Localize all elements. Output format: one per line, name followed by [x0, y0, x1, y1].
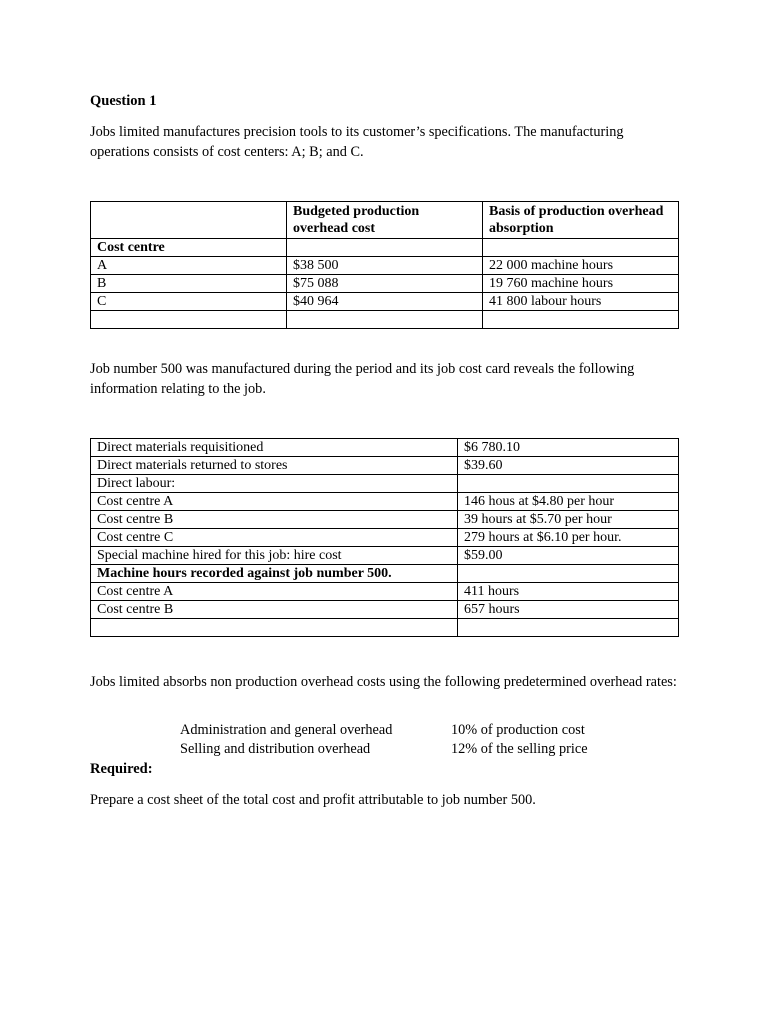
- table-cell: [91, 619, 458, 637]
- table-cell: Cost centre B: [91, 601, 458, 619]
- table-row: [91, 511, 679, 529]
- table-cell: [458, 619, 679, 637]
- rate-value: 12% of the selling price: [451, 741, 588, 757]
- table-cell: 411 hours: [458, 583, 679, 601]
- table-cell: Cost centre B: [91, 511, 458, 529]
- rate-row: [180, 721, 620, 740]
- table-cell: 41 800 labour hours: [483, 293, 679, 311]
- table-cell: $59.00: [458, 547, 679, 565]
- table-row: [91, 583, 679, 601]
- table-cell: $38 500: [287, 257, 483, 275]
- table-row: [91, 257, 679, 275]
- table-row: [91, 293, 679, 311]
- table-cell: Machine hours recorded against job number 500.: [91, 565, 458, 583]
- table-cell: [458, 475, 679, 493]
- required-text: Prepare a cost sheet of the total cost and profit attributable to job number 500.: [90, 792, 536, 808]
- table-cell: Special machine hired for this job: hire cost: [91, 547, 458, 565]
- table-cell: Cost centre C: [91, 529, 458, 547]
- table-cell: [91, 311, 287, 329]
- required-label: Required:: [90, 761, 153, 777]
- table-header-cell: Budgeted production overhead cost: [287, 202, 483, 239]
- table-cell: C: [91, 293, 287, 311]
- table-cell: $40 964: [287, 293, 483, 311]
- table-cell: Direct labour:: [91, 475, 458, 493]
- table-row: [91, 601, 679, 619]
- rate-label: Administration and general overhead: [180, 722, 393, 738]
- table-row: [91, 493, 679, 511]
- table-header-cell: [91, 202, 287, 239]
- table-cell: 279 hours at $6.10 per hour.: [458, 529, 679, 547]
- job-intro: Job number 500 was manufactured during the period and its job cost card reveals the following information relating to the job.: [90, 361, 635, 397]
- table-cell: [287, 239, 483, 257]
- table-cell: 22 000 machine hours: [483, 257, 679, 275]
- table-cell: [458, 565, 679, 583]
- question-title: Question 1: [90, 93, 157, 109]
- table-cell: 39 hours at $5.70 per hour: [458, 511, 679, 529]
- table-row: [91, 439, 679, 457]
- cost-centre-table: [90, 201, 679, 329]
- table-row: [91, 547, 679, 565]
- table-cell: Cost centre A: [91, 493, 458, 511]
- rate-row: [180, 740, 620, 759]
- job-cost-card-table: [90, 438, 679, 637]
- rate-value: 10% of production cost: [451, 722, 585, 738]
- table-cell: B: [91, 275, 287, 293]
- overhead-intro: Jobs limited absorbs non production overhead costs using the following predetermined overhead rates:: [90, 674, 677, 690]
- table-cell: [483, 311, 679, 329]
- table-cell: [483, 239, 679, 257]
- table-row: [91, 565, 679, 583]
- table-row: [91, 311, 679, 329]
- overhead-rates: [180, 721, 620, 759]
- cost-centre-label: Cost centre: [91, 239, 287, 257]
- table-row: [91, 239, 679, 257]
- table-cell: $6 780.10: [458, 439, 679, 457]
- table-cell: 19 760 machine hours: [483, 275, 679, 293]
- table-cell: $75 088: [287, 275, 483, 293]
- table-cell: 657 hours: [458, 601, 679, 619]
- table-cell: [287, 311, 483, 329]
- table-row: [91, 457, 679, 475]
- table-header-row: [91, 202, 679, 239]
- rate-label: Selling and distribution overhead: [180, 741, 371, 757]
- table-cell: A: [91, 257, 287, 275]
- table-row: [91, 475, 679, 493]
- table-row: [91, 275, 679, 293]
- table-cell: Cost centre A: [91, 583, 458, 601]
- table-row: [91, 529, 679, 547]
- table-cell: Direct materials requisitioned: [91, 439, 458, 457]
- table-cell: $39.60: [458, 457, 679, 475]
- table-header-cell: Basis of production overhead absorption: [483, 202, 679, 239]
- table-cell: Direct materials returned to stores: [91, 457, 458, 475]
- question-intro: Jobs limited manufactures precision tools to its customer’s specifications. The manufacturing operations consists of cost centers: A; B; and C.: [90, 124, 624, 160]
- table-row: [91, 619, 679, 637]
- table-cell: 146 hous at $4.80 per hour: [458, 493, 679, 511]
